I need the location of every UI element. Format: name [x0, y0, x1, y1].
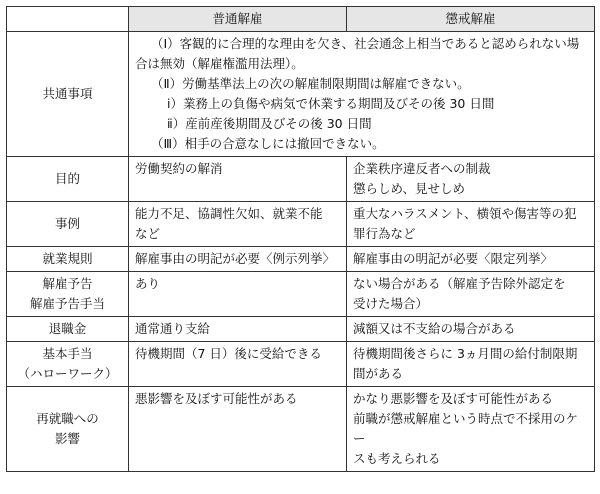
header-empty-cell — [7, 7, 129, 32]
table-row — [7, 202, 595, 247]
ordinary-cell-line: 悪影響を及ぼす可能性がある — [135, 391, 298, 406]
common-line: （Ⅰ）客観的に合理的な理由を欠き、社会通念上相当であると認められない場 — [151, 36, 580, 51]
disciplinary-cell-line: 懲らしめ、見せしめ — [353, 181, 466, 196]
ordinary-cell-line: あり — [135, 276, 161, 291]
disciplinary-cell — [347, 202, 595, 247]
disciplinary-cell-line: 待機期間後さらに 3ヵ月間の給付制限期 — [353, 346, 578, 361]
row-label — [7, 387, 129, 472]
common-line: （Ⅲ）相手の合意なしには撤回できない。 — [151, 136, 385, 151]
disciplinary-cell-line: スも考えられる — [353, 451, 441, 466]
common-row — [7, 32, 595, 157]
row-label — [7, 272, 129, 317]
row-label-line: 目的 — [54, 171, 80, 186]
disciplinary-cell — [347, 157, 595, 202]
row-label-line: 就業規則 — [42, 251, 93, 266]
common-line: （Ⅱ）労働基準法上の次の解雇制限期間は解雇できない。 — [151, 76, 470, 91]
row-label-line: 解雇予告手当 — [29, 296, 105, 311]
common-line: ⅱ）産前産後期間及びその後 30 日間 — [167, 116, 372, 131]
disciplinary-cell — [347, 317, 595, 342]
row-label-line: 事例 — [54, 216, 80, 231]
disciplinary-cell — [347, 387, 595, 472]
disciplinary-cell-line: ない場合がある（解雇予告除外認定を — [353, 276, 566, 291]
ordinary-cell — [129, 272, 347, 317]
row-label-line: 退職金 — [48, 321, 87, 336]
disciplinary-cell-line: 罪行為など — [353, 226, 416, 241]
disciplinary-cell — [347, 272, 595, 317]
ordinary-cell — [129, 202, 347, 247]
ordinary-cell — [129, 157, 347, 202]
disciplinary-cell-line: 間がある — [353, 366, 404, 381]
row-label — [7, 317, 129, 342]
row-label — [7, 247, 129, 272]
disciplinary-cell-line: 企業秩序違反者への制裁 — [353, 161, 491, 176]
common-label: 共通事項 — [7, 32, 129, 157]
row-label — [7, 342, 129, 387]
ordinary-cell-line: 通常通り支給 — [135, 321, 211, 336]
ordinary-cell — [129, 342, 347, 387]
header-ordinary-dismissal: 普通解雇 — [129, 7, 347, 32]
disciplinary-cell — [347, 247, 595, 272]
table-row — [7, 317, 595, 342]
row-label-line: 解雇予告 — [42, 276, 93, 291]
row-label-line: 基本手当 — [42, 346, 93, 361]
disciplinary-cell-line: 受けた場合） — [353, 296, 429, 311]
ordinary-cell-line: など — [135, 226, 161, 241]
table-row — [7, 272, 595, 317]
disciplinary-cell — [347, 342, 595, 387]
dismissal-comparison-table — [6, 6, 595, 472]
header-disciplinary-dismissal: 懲戒解雇 — [347, 7, 595, 32]
ordinary-cell — [129, 247, 347, 272]
row-label-line: 影響 — [54, 431, 80, 446]
comparison-rows — [7, 157, 595, 472]
disciplinary-cell-line: かなり悪影響を及ぼす可能性がある — [353, 391, 554, 406]
row-label — [7, 202, 129, 247]
disciplinary-cell-line: 重大なハラスメント、横領や傷害等の犯 — [353, 206, 577, 221]
table-row — [7, 157, 595, 202]
disciplinary-cell-line: 減額又は不支給の場合がある — [353, 321, 516, 336]
table-row — [7, 342, 595, 387]
common-line: 合は無効（解雇権濫用法理）。 — [135, 56, 304, 71]
ordinary-cell-line: 労働契約の解消 — [135, 161, 223, 176]
table-row — [7, 247, 595, 272]
ordinary-cell-line: 待機期間（7 日）後に受給できる — [135, 346, 322, 361]
row-label-line: 再就職への — [36, 411, 99, 426]
common-line: ⅰ）業務上の負傷や病気で休業する期間及びその後 30 日間 — [167, 96, 495, 111]
row-label-line: （ハローワーク） — [17, 366, 118, 381]
disciplinary-cell-line: 前職が懲戒解雇という時点で不採用のケー — [353, 411, 579, 446]
ordinary-cell — [129, 387, 347, 472]
disciplinary-cell-line: 解雇事由の明記が必要〈限定列挙〉 — [353, 251, 554, 266]
ordinary-cell-line: 能力不足、協調性欠如、就業不能 — [135, 206, 323, 221]
ordinary-cell-line: 解雇事由の明記が必要〈例示列挙〉 — [135, 251, 336, 266]
header-row — [7, 7, 595, 32]
row-label — [7, 157, 129, 202]
common-content — [129, 32, 595, 157]
table-row — [7, 387, 595, 472]
ordinary-cell — [129, 317, 347, 342]
